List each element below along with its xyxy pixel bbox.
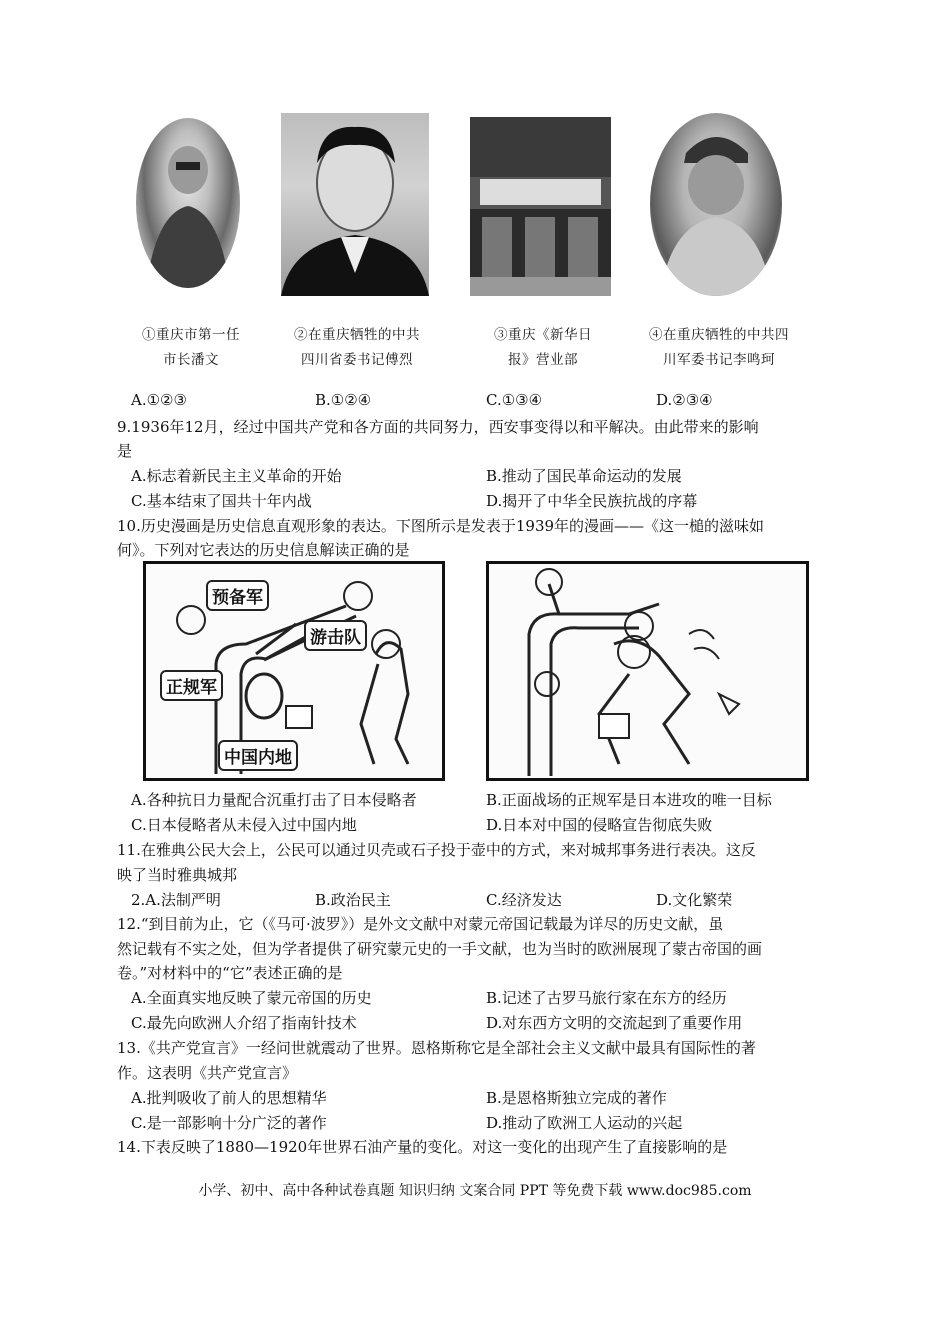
label-china-inland: 中国内地	[218, 740, 298, 771]
q11-option-b: B.政治民主	[315, 891, 391, 909]
q13-option-b: B.是恩格斯独立完成的著作	[486, 1089, 667, 1107]
q13-stem: 作。这表明《共产党宣言》	[117, 1064, 298, 1082]
q9-option-d: D.揭开了中华全民族抗战的序幕	[486, 492, 698, 510]
q10-stem: 10.历史漫画是历史信息直观形象的表达。下图所示是发表于1939年的漫画——《这一槌的滋味如	[117, 517, 765, 535]
caption-line: 报》营业部	[508, 352, 578, 368]
q12-stem: 12.“到目前为止，它（《马可·波罗》）是外文文献中对蒙元帝国记载最为详尽的历史文献，虽	[117, 915, 724, 933]
q10-stem: 何》。下列对它表达的历史信息解读正确的是	[117, 541, 410, 559]
building-silhouette	[470, 117, 611, 296]
q8-option-d: D.②③④	[656, 391, 713, 409]
q10-option-d: D.日本对中国的侵略宣告彻底失败	[486, 816, 713, 834]
q10-option-a: A.各种抗日力量配合沉重打击了日本侵略者	[131, 791, 417, 809]
caption-line: ②在重庆牺牲的中共	[294, 327, 420, 343]
caption-line: 四川省委书记傅烈	[301, 352, 413, 368]
q8-option-c: C.①③④	[486, 391, 543, 409]
portrait-silhouette	[136, 118, 240, 288]
photo-fu-lie	[281, 113, 429, 296]
photo-caption-2	[272, 323, 442, 373]
q8-option-a: A.①②③	[131, 391, 187, 409]
q9-option-c: C.基本结束了国共十年内战	[131, 492, 312, 510]
q12-stem: 然记载有不实之处，但为学者提供了研究蒙元史的一手文献，也为当时的欧洲展现了蒙古帝国的画	[117, 940, 763, 958]
q8-option-b: B.①②④	[315, 391, 372, 409]
photo-caption-3	[458, 323, 628, 373]
label-guerrilla: 游击队	[304, 620, 367, 651]
cartoon-panel-right	[486, 561, 809, 781]
q12-stem: 卷。”对材料中的“它”表述正确的是	[117, 964, 343, 982]
q13-option-a: A.批判吸收了前人的思想精华	[131, 1089, 327, 1107]
portrait-silhouette	[650, 113, 782, 296]
caption-line: ③重庆《新华日	[494, 327, 592, 343]
q11-stem: 11.在雅典公民大会上，公民可以通过贝壳或石子投于壶中的方式，来对城邦事务进行表决。这反	[117, 841, 756, 859]
q13-option-d: D.推动了欧洲工人运动的兴起	[486, 1114, 683, 1132]
portrait-silhouette	[281, 113, 429, 296]
q9-stem: 是	[117, 442, 133, 460]
q12-option-d: D.对东西方文明的交流起到了重要作用	[486, 1014, 743, 1032]
caption-line: ④在重庆牺牲的中共四	[649, 327, 789, 343]
q12-option-a: A.全面真实地反映了蒙元帝国的历史	[131, 989, 372, 1007]
label-reserve-army: 预备军	[206, 580, 269, 611]
photo-pan-wen	[136, 118, 240, 288]
photo-xinhua-daily-office	[470, 117, 611, 296]
q11-stem: 映了当时雅典城邦	[117, 866, 238, 884]
caption-line: ①重庆市第一任	[142, 327, 240, 343]
q13-stem: 13.《共产党宣言》一经问世就震动了世界。恩格斯称它是全部社会主义文献中最具有国际性的著	[117, 1039, 756, 1057]
caption-line: 市长潘文	[163, 352, 219, 368]
page-footer: 小学、初中、高中各种试卷真题 知识归纳 文案合同 PPT 等免费下载 www.doc985.com	[198, 1183, 752, 1199]
q14-stem: 14.下表反映了1880—1920年世界石油产量的变化。对这一变化的出现产生了直接影响的是	[117, 1138, 728, 1156]
q9-stem: 9.1936年12月，经过中国共产党和各方面的共同努力，西安事变得以和平解决。由此带来的影响	[117, 418, 759, 436]
photo-caption-1	[106, 323, 276, 373]
q10-option-b: B.正面战场的正规军是日本进攻的唯一目标	[486, 791, 772, 809]
q12-option-c: C.最先向欧洲人介绍了指南针技术	[131, 1014, 357, 1032]
q10-option-c: C.日本侵略者从未侵入过中国内地	[131, 816, 357, 834]
q13-option-c: C.是一部影响十分广泛的著作	[131, 1114, 327, 1132]
photo-li-mingke	[650, 113, 782, 296]
q11-option-a: 2.A.法制严明	[131, 891, 221, 909]
photo-caption-4	[634, 323, 804, 373]
q9-option-a: A.标志着新民主主义革命的开始	[131, 467, 342, 485]
q12-option-b: B.记述了古罗马旅行家在东方的经历	[486, 989, 727, 1007]
caption-line: 川军委书记李鸣珂	[663, 352, 775, 368]
q9-option-b: B.推动了国民革命运动的发展	[486, 467, 682, 485]
cartoon-panel-left	[143, 561, 445, 781]
label-regular-army: 正规军	[160, 670, 223, 701]
q11-option-d: D.文化繁荣	[656, 891, 733, 909]
cartoon-drawing	[489, 564, 806, 778]
q11-option-c: C.经济发达	[486, 891, 562, 909]
